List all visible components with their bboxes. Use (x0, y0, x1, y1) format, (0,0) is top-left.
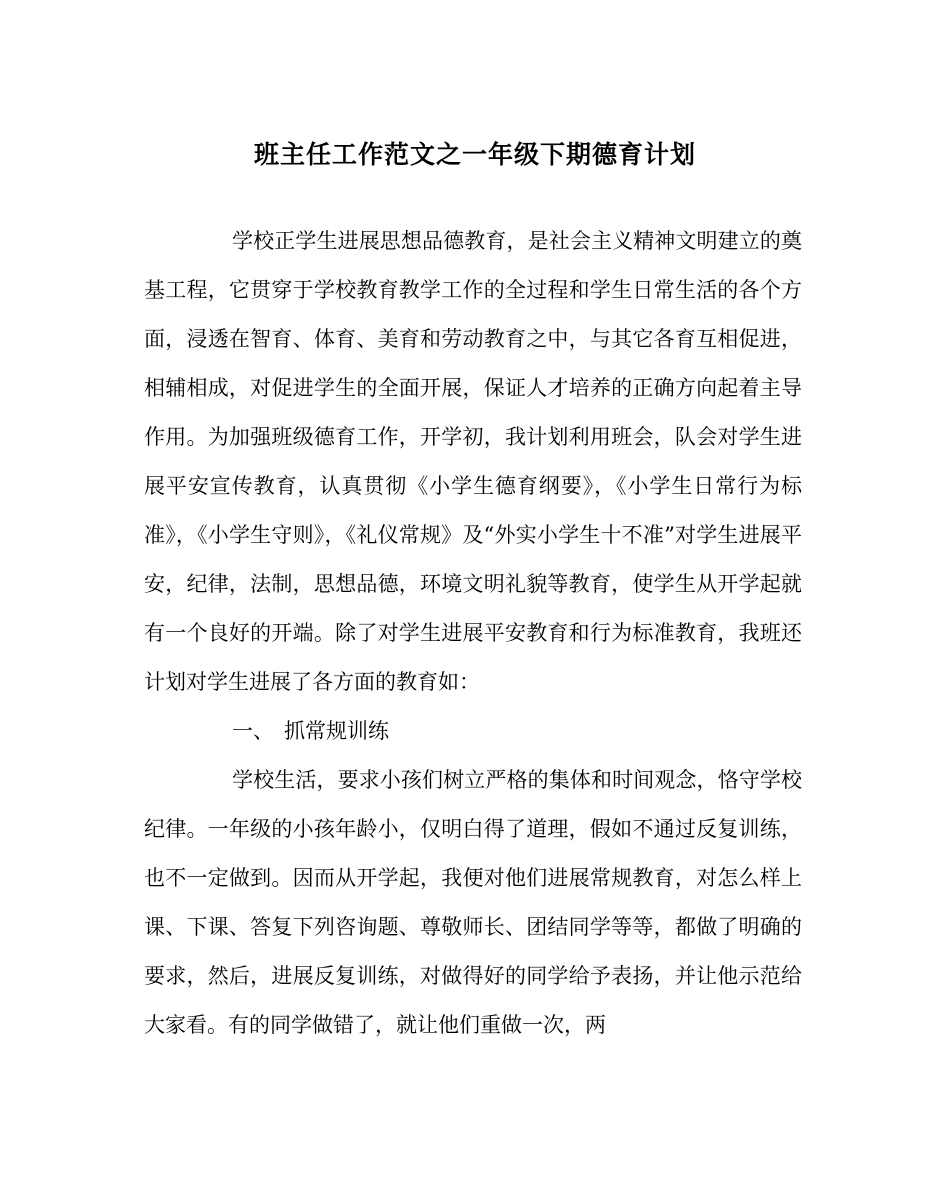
section-title: 抓常规训练 (284, 719, 389, 743)
section-heading (144, 707, 802, 756)
section-number: 一、 (232, 719, 274, 743)
document-title: 班主任工作范文之一年级下期德育计划 (253, 140, 696, 169)
paragraph-intro: 学校正学生进展思想品德教育，是社会主义精神文明建立的奠基工程，它贯穿于学校教育教学工作的全过程和学生日常生活的各个方面，浸透在智育、体育、美育和劳动教育之中，与其它各育互相促进，相辅相成，对促进学生的全面开展，保证人才培养的正确方向起着主导作用。为加强班级德育工作，开学初，我计划利用班会，队会对学生进展平安宣传教育，认真贯彻《小学生德育纲要》，《小学生日常行为标准》，《小学生守则》，《礼仪常规》及“外实小学生十不准”对学生进展平安，纪律，法制，思想品德，环境文明礼貌等教育，使学生从开学起就有一个良好的开端。除了对学生进展平安教育和行为标准教育，我班还计划对学生进展了各方面的教育如： (144, 229, 802, 694)
paragraph-routine-training: 学校生活，要求小孩们树立严格的集体和时间观念，恪守学校纪律。一年级的小孩年龄小，仅明白得了道理，假如不通过反复训练，也不一定做到。因而从开学起，我便对他们进展常规教育，对怎么样上课、下课、答复下列咨询题、尊敬师长、团结同学等等，都做了明确的要求，然后，进展反复训练，对做得好的同学给予表扬，并让他示范给大家看。有的同学做错了，就让他们重做一次，两 (144, 768, 802, 1037)
document-body (144, 217, 802, 1050)
